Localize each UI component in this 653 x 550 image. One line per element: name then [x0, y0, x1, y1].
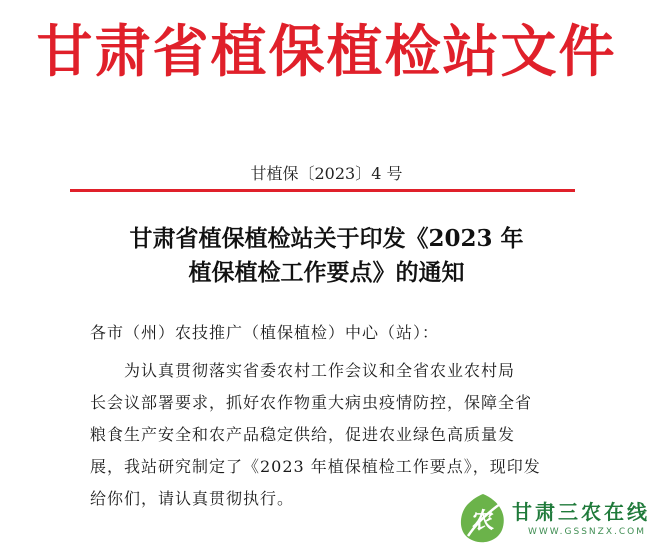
title-line: 甘肃省植保植检站关于印发《2023 年 [129, 225, 524, 252]
site-watermark [448, 488, 653, 550]
watermark-domain: WWW.GSSNZX.COM [528, 527, 646, 537]
body-line: 为认真贯彻落实省委农村工作会议和全省农业农村局 [124, 361, 516, 380]
document-number: 甘植保〔2023〕4 号 [250, 164, 403, 183]
body-line: 给你们，请认真贯彻执行。 [90, 489, 295, 508]
document-title [0, 222, 653, 290]
watermark-site-name: 甘肃三农在线 [512, 500, 650, 524]
red-separator-line [70, 189, 575, 192]
body-line: 粮食生产安全和农产品稳定供给，促进农业绿色高质量发 [90, 425, 516, 444]
addressee-line: 各市（州）农技推广（植保植检）中心（站）： [90, 323, 440, 342]
logo-glyph: 农 [471, 509, 495, 534]
title-line: 植保植检工作要点》的通知 [188, 259, 465, 286]
body-line: 展，我站研究制定了《2023 年植保植检工作要点》，现印发 [90, 457, 541, 476]
issuing-organization-header: 甘肃省植保植检站文件 [36, 20, 617, 85]
leaf-logo-icon [454, 490, 512, 548]
body-line: 长会议部署要求，抓好农作物重大病虫疫情防控，保障全省 [90, 393, 533, 412]
